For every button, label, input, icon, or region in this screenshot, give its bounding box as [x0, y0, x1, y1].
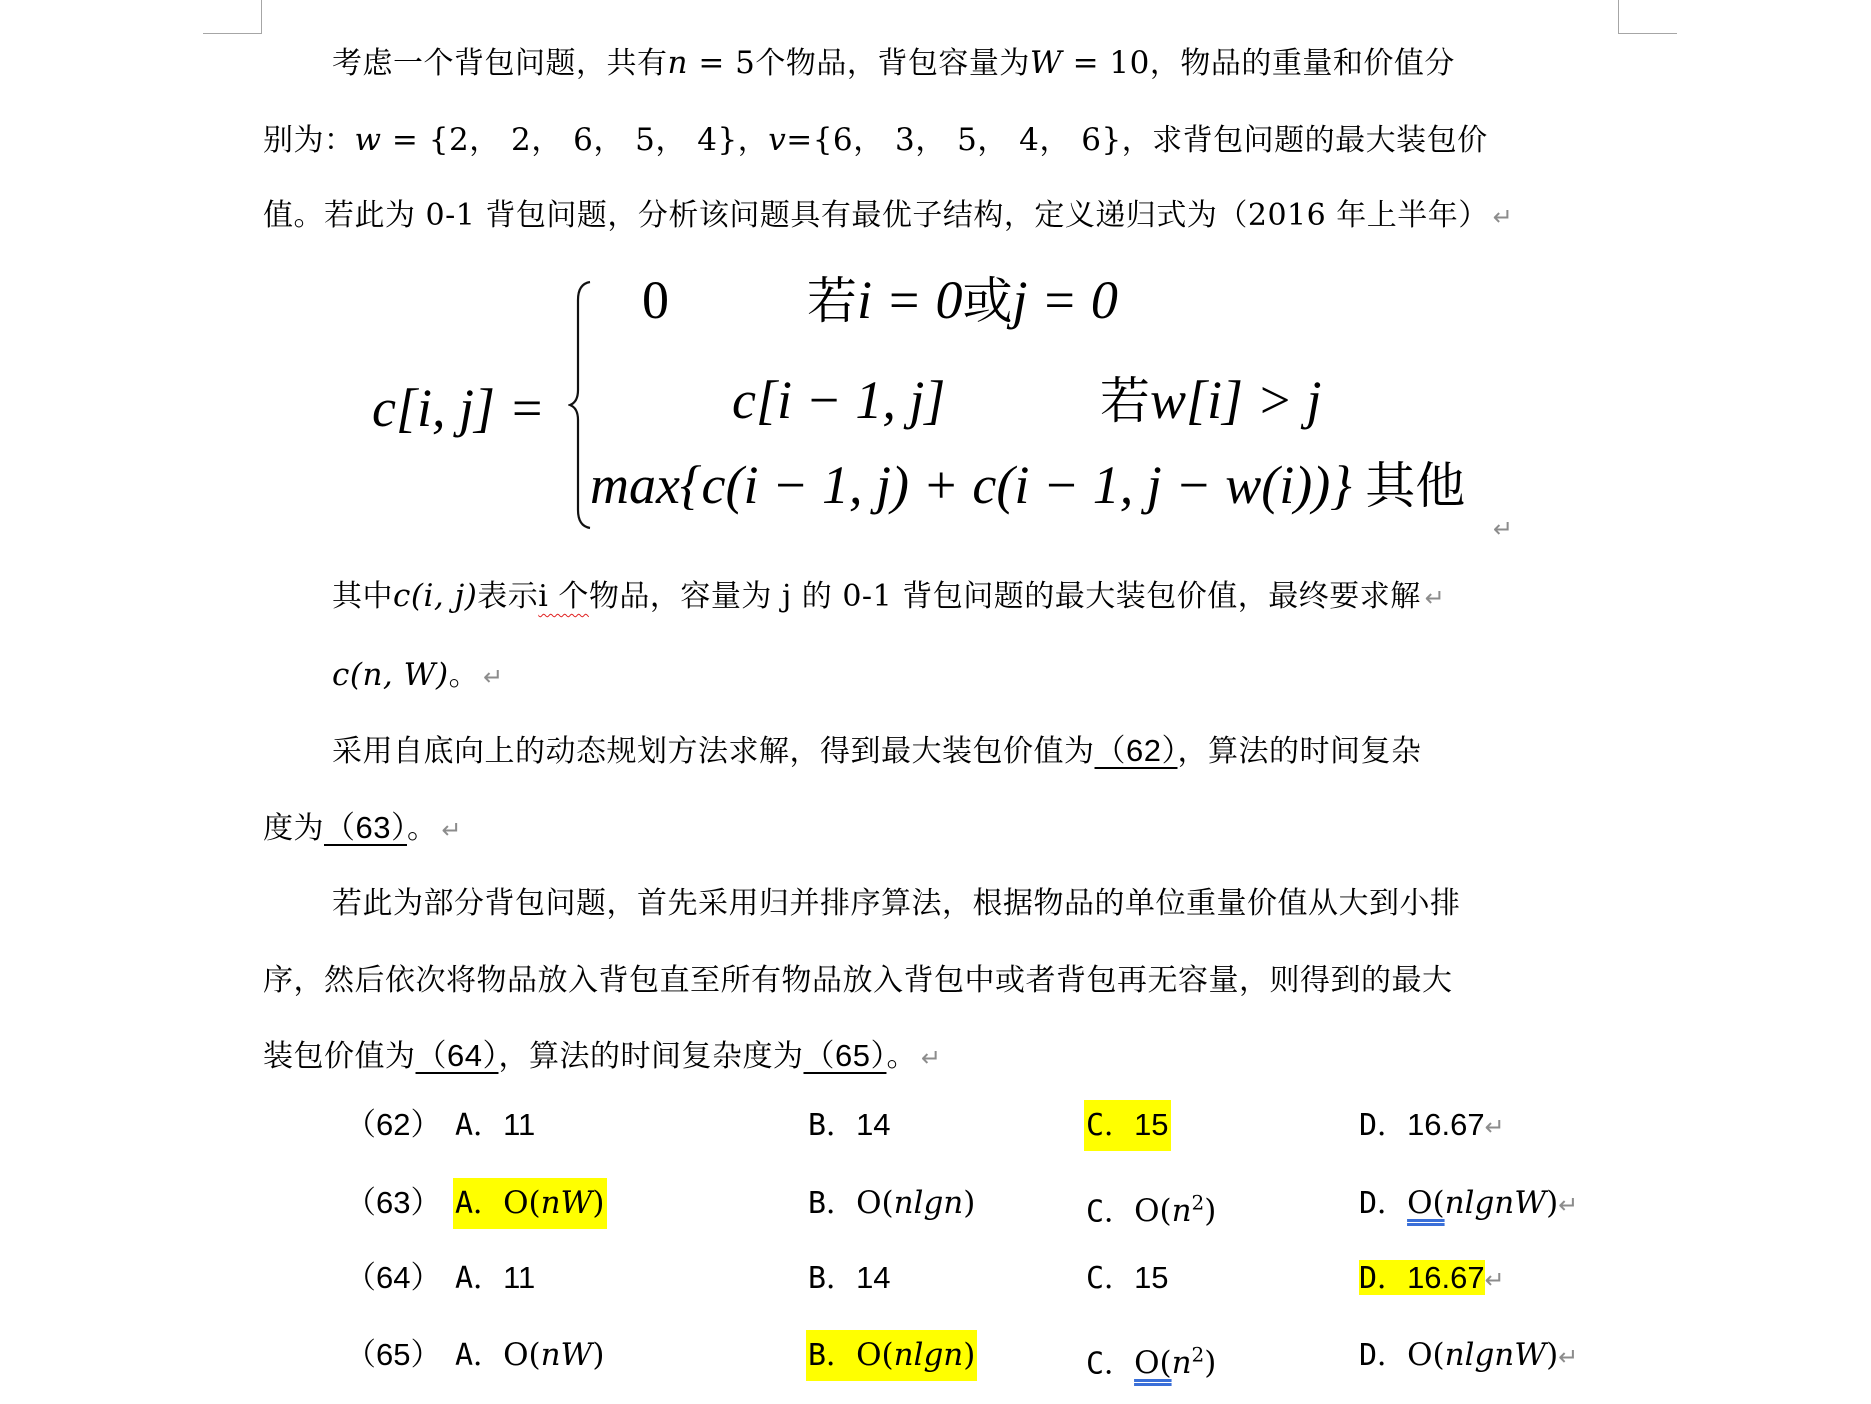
text: 采用自底向上的动态规划方法求解，得到最大装包价值为 — [332, 734, 1095, 769]
option-value: 14 — [856, 1107, 891, 1142]
math-variable: nlgnW — [1444, 1185, 1547, 1221]
text: i = 0 — [857, 270, 963, 330]
text: max{c(i − 1, j) + c(i − 1, j − w(i))} — [590, 455, 1352, 515]
paragraph4-line3 — [263, 1036, 942, 1076]
option-64-c[interactable] — [1084, 1253, 1171, 1304]
paragraph2-line1 — [332, 576, 1445, 616]
paragraph-return-icon: ↵ — [1558, 1191, 1579, 1219]
option-65-b-highlighted[interactable] — [806, 1330, 977, 1381]
blank-65: （65） — [803, 1038, 887, 1073]
blank-63: （63） — [324, 810, 407, 845]
paragraph-return-icon: ↵ — [1493, 515, 1514, 543]
option-label: C． — [1086, 1194, 1135, 1230]
paragraph3-line2 — [263, 808, 462, 848]
formula-case2-value — [732, 370, 945, 430]
paragraph1-line2 — [263, 120, 1488, 160]
option-label: A． — [455, 1261, 504, 1296]
math-expression: = {2， 2， 6， 5， 4} — [381, 122, 738, 158]
paragraph-return-icon: ↵ — [483, 663, 504, 691]
question-number: （63） — [345, 1185, 442, 1220]
text: ) — [1204, 1193, 1217, 1230]
option-label: C． — [1086, 1261, 1135, 1296]
text: 其他 — [1365, 457, 1466, 515]
option-63-b[interactable] — [806, 1178, 977, 1229]
option-value: 14 — [856, 1260, 891, 1295]
math-variable: v — [768, 122, 787, 158]
math-expression: ={6， 3， 5， 4， 6} — [786, 122, 1122, 158]
option-label: C． — [1086, 1108, 1135, 1143]
option-value: 15 — [1134, 1107, 1169, 1142]
option-65-a[interactable] — [453, 1330, 607, 1381]
option-65-c[interactable] — [1084, 1330, 1218, 1389]
text: w[i] > j — [1150, 370, 1322, 430]
paragraph-return-icon: ↵ — [1484, 1113, 1505, 1141]
option-label: B． — [808, 1186, 857, 1221]
text: 若 — [1100, 372, 1150, 430]
option-label: D． — [1359, 1338, 1408, 1373]
math-variable: nlgnW — [1444, 1337, 1547, 1373]
text: 装包价值为 — [263, 1039, 416, 1074]
text: 考虑一个背包问题，共有 — [332, 46, 668, 81]
text: 物品，容量为 j 的 0-1 背包问题的最大装包价值，最终要求解 — [588, 579, 1421, 614]
text: ) — [963, 1185, 976, 1221]
formula-case1-condition — [807, 270, 1118, 331]
text: ，物品的重量和价值分 — [1149, 46, 1455, 81]
paragraph1-line1 — [332, 43, 1455, 83]
text: 个物品，背包容量为 — [755, 46, 1030, 81]
text: 若 — [807, 272, 857, 330]
math-variable: nW — [540, 1337, 593, 1373]
option-65-d[interactable] — [1357, 1330, 1580, 1382]
grammar-flag-text[interactable]: O( — [1134, 1345, 1172, 1382]
option-value: 16.67 — [1407, 1260, 1485, 1295]
question-number: （65） — [345, 1337, 442, 1372]
math-variable: n — [1171, 1193, 1192, 1230]
math-variable: w — [354, 122, 382, 158]
math-variable: n — [1171, 1345, 1192, 1382]
text: c[i − 1, j] — [732, 370, 946, 430]
question-number: （62） — [345, 1107, 442, 1142]
text: 序，然后依次将物品放入背包直至所有物品放入背包中或者背包再无容量，则得到的最大 — [263, 963, 1453, 998]
text: ) — [1546, 1185, 1559, 1221]
text: 值。若此为 0-1 背包问题，分析该问题具有最优子结构，定义递归式为（2016 年上半年） — [263, 198, 1489, 233]
formula-lhs — [372, 378, 545, 438]
text: 别为： — [263, 123, 355, 158]
superscript: 2 — [1191, 1343, 1205, 1367]
paragraph-return-icon: ↵ — [441, 816, 463, 844]
math-variable: nW — [540, 1185, 593, 1221]
option-label: D． — [1359, 1108, 1408, 1143]
text: 。 — [886, 1039, 917, 1074]
question-62-options — [345, 1100, 1645, 1150]
option-63-c[interactable] — [1084, 1178, 1218, 1237]
text: 其中 — [332, 579, 393, 614]
paragraph-return-icon: ↵ — [920, 1044, 942, 1072]
option-value: 16.67 — [1407, 1107, 1485, 1142]
math-expression: = 10 — [1062, 45, 1150, 81]
option-label: D． — [1359, 1261, 1408, 1296]
text: O( — [1407, 1337, 1445, 1373]
paragraph4-line2 — [263, 960, 1453, 1000]
option-value: 11 — [503, 1260, 536, 1295]
option-62-a[interactable] — [453, 1100, 537, 1151]
math-expression: c(i, j) — [393, 578, 478, 614]
formula-case3-value — [590, 455, 1465, 516]
math-variable: W — [1029, 45, 1063, 81]
left-brace-icon — [568, 280, 592, 530]
question-number: （64） — [345, 1260, 442, 1295]
text: O( — [856, 1337, 894, 1373]
option-label: B． — [808, 1108, 857, 1143]
math-expression: c(n, W) — [332, 657, 449, 693]
blank-62: （62） — [1094, 733, 1178, 768]
superscript: 2 — [1191, 1191, 1205, 1215]
math-expression: = 5 — [687, 45, 756, 81]
paragraph3-line1 — [332, 731, 1421, 771]
option-64-d-highlighted[interactable] — [1357, 1253, 1507, 1305]
text: ) — [1204, 1345, 1217, 1382]
question-63-options — [345, 1178, 1645, 1228]
text: ，算法的时间复杂度为 — [498, 1039, 804, 1074]
grammar-flag-text[interactable]: O( — [1407, 1185, 1445, 1221]
option-value: 15 — [1134, 1260, 1169, 1295]
text: 或 — [962, 272, 1013, 330]
text: O( — [856, 1185, 894, 1221]
text: 0 — [642, 270, 669, 330]
option-62-b[interactable] — [806, 1100, 893, 1151]
text: ，算法的时间复杂 — [1177, 734, 1422, 769]
option-63-a-highlighted[interactable] — [453, 1178, 607, 1229]
option-label: A． — [455, 1108, 504, 1143]
paragraph-return-icon: ↵ — [1484, 1266, 1505, 1294]
option-64-b[interactable] — [806, 1253, 893, 1304]
text: ) — [592, 1185, 605, 1221]
paragraph-return-icon: ↵ — [1424, 584, 1446, 612]
math-variable: nlgn — [893, 1337, 964, 1373]
text: ) — [1546, 1337, 1559, 1373]
formula-lhs-text: c[i, j] = — [372, 378, 545, 438]
formula-case1-value — [642, 270, 669, 330]
option-64-a[interactable] — [453, 1253, 537, 1304]
text: 。 — [448, 658, 480, 693]
option-value: 11 — [503, 1107, 536, 1142]
option-63-d[interactable] — [1357, 1178, 1580, 1230]
text: 表示 — [477, 579, 539, 614]
text: O( — [1134, 1193, 1172, 1230]
text: O( — [503, 1185, 541, 1221]
paragraph2-line2 — [332, 655, 504, 695]
paragraph1-line3 — [263, 195, 1513, 235]
spelling-error-text[interactable]: i 个 — [538, 579, 589, 614]
option-label: C． — [1086, 1346, 1135, 1382]
text: ，求背包问题的最大装包价 — [1121, 123, 1488, 158]
option-label: B． — [808, 1261, 857, 1296]
text: ) — [592, 1337, 605, 1373]
math-variable: nlgn — [893, 1185, 964, 1221]
text: 度为 — [263, 811, 324, 846]
page-corner-mark-top-left — [203, 0, 262, 34]
recurrence-formula — [372, 270, 1514, 543]
option-62-c-highlighted[interactable] — [1084, 1100, 1171, 1151]
question-65-options — [345, 1330, 1645, 1380]
option-label: D． — [1359, 1186, 1408, 1221]
question-64-options — [345, 1253, 1645, 1303]
text: 若此为部分背包问题，首先采用归并排序算法，根据物品的单位重量价值从大到小排 — [332, 886, 1461, 921]
option-62-d[interactable] — [1357, 1100, 1507, 1152]
paragraph-return-icon: ↵ — [1558, 1343, 1579, 1371]
text: j = 0 — [1012, 270, 1118, 330]
text: 。 — [406, 811, 438, 846]
formula-case2-condition — [1100, 370, 1322, 431]
option-label: B． — [808, 1338, 857, 1373]
paragraph4-line1 — [332, 883, 1461, 923]
text: O( — [503, 1337, 541, 1373]
option-label: A． — [455, 1338, 504, 1373]
text: ) — [963, 1337, 976, 1373]
page-corner-mark-top-right — [1618, 0, 1677, 34]
text: ， — [737, 123, 769, 158]
blank-64: （64） — [415, 1038, 499, 1073]
math-variable: n — [667, 45, 688, 81]
paragraph-return-icon: ↵ — [1492, 203, 1514, 231]
option-label: A． — [455, 1186, 504, 1221]
